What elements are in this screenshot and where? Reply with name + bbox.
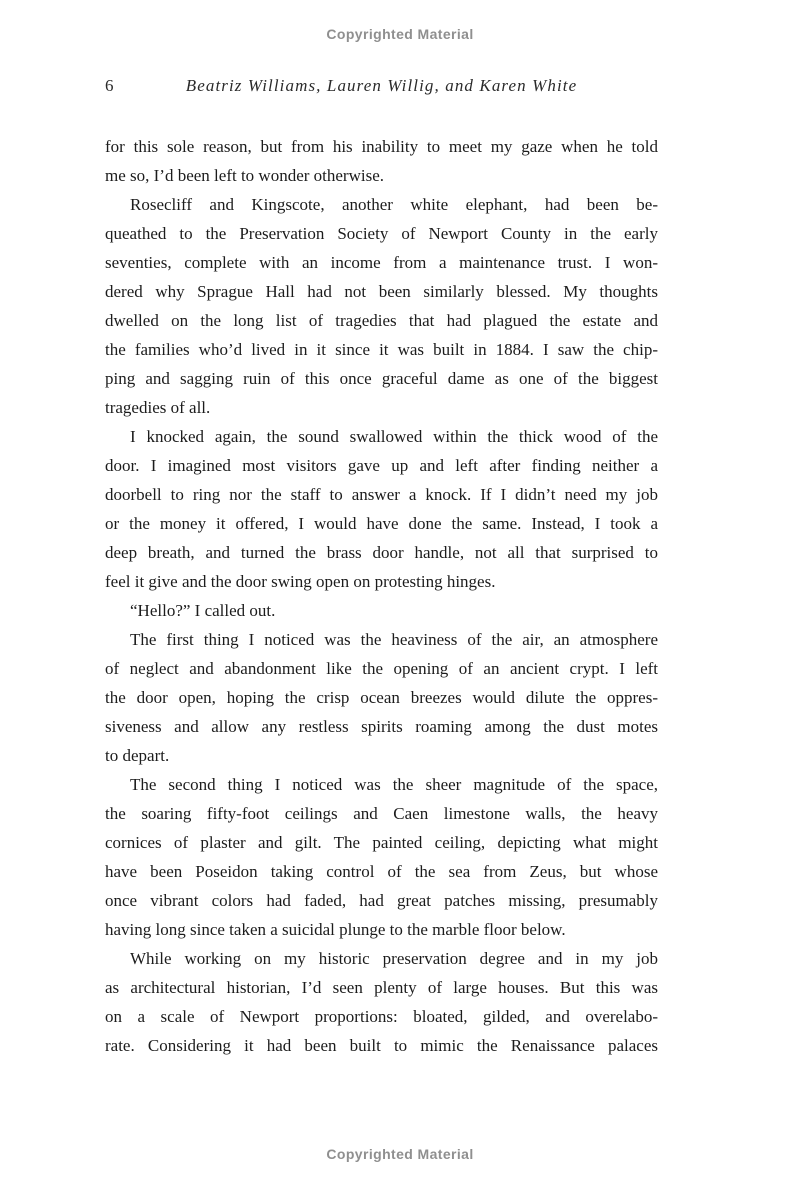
text-line: tragedies of all. [105,398,211,417]
text-line: The first thing I noticed was the heaviness of the air, an atmosphere [130,630,658,649]
page-header [105,76,658,100]
text-line: have been Poseidon taking control of the sea from Zeus, but whose [105,862,658,881]
paragraph [105,596,658,625]
text-line: deep breath, and turned the brass door handle, not all that surprised to [105,543,658,562]
text-line: rate. Considering it had been built to mimic the Renaissance palaces [105,1036,658,1055]
paragraph [105,770,658,944]
text-line: dwelled on the long list of tragedies that had plagued the estate and [105,311,658,330]
paragraph [105,944,658,1060]
text-line: or the money it offered, I would have done the same. Instead, I took a [105,514,658,533]
copyright-notice-top: Copyrighted Material [326,26,474,42]
text-line: cornices of plaster and gilt. The painted ceiling, depicting what might [105,833,658,852]
text-line: “Hello?” I called out. [130,601,276,620]
text-line: once vibrant colors had faded, had great patches missing, presumably [105,891,658,910]
running-header-authors: Beatriz Williams, Lauren Willig, and Karen White [185,76,578,95]
text-line: I knocked again, the sound swallowed within the thick wood of the [130,427,658,446]
text-line: the families who’d lived in it since it was built in 1884. I saw the chip- [105,340,658,359]
text-line: the soaring fifty-foot ceilings and Caen limestone walls, the heavy [105,804,658,823]
text-line: Rosecliff and Kingscote, another white elephant, had been be- [130,195,658,214]
text-line: doorbell to ring nor the staff to answer a knock. If I didn’t need my job [105,485,658,504]
text-line: dered why Sprague Hall had not been similarly blessed. My thoughts [105,282,658,301]
text-line: ping and sagging ruin of this once graceful dame as one of the biggest [105,369,658,388]
text-line: of neglect and abandonment like the opening of an ancient crypt. I left [105,659,658,678]
paragraph [105,422,658,596]
text-line: as architectural historian, I’d seen plenty of large houses. But this was [105,978,658,997]
text-line: queathed to the Preservation Society of Newport County in the early [105,224,658,243]
paragraph [105,190,658,422]
paragraph [105,132,658,190]
text-line: on a scale of Newport proportions: bloated, gilded, and overelabo- [105,1007,658,1026]
page-number: 6 [105,76,114,95]
text-line: the door open, hoping the crisp ocean breezes would dilute the oppres- [105,688,658,707]
text-line: for this sole reason, but from his inability to meet my gaze when he told [105,137,658,156]
copyright-notice-bottom: Copyrighted Material [326,1146,474,1162]
text-line: me so, I’d been left to wonder otherwise. [105,166,384,185]
text-line: seventies, complete with an income from a maintenance trust. I won- [105,253,658,272]
text-line: feel it give and the door swing open on protesting hinges. [105,572,496,591]
paragraph [105,625,658,770]
text-line: having long since taken a suicidal plunge to the marble floor below. [105,920,566,939]
text-line: door. I imagined most visitors gave up and left after finding neither a [105,456,658,475]
text-line: While working on my historic preservation degree and in my job [130,949,658,968]
text-line: The second thing I noticed was the sheer magnitude of the space, [130,775,658,794]
text-line: to depart. [105,746,170,765]
text-line: siveness and allow any restless spirits roaming among the dust motes [105,717,658,736]
body-text [105,132,658,1060]
